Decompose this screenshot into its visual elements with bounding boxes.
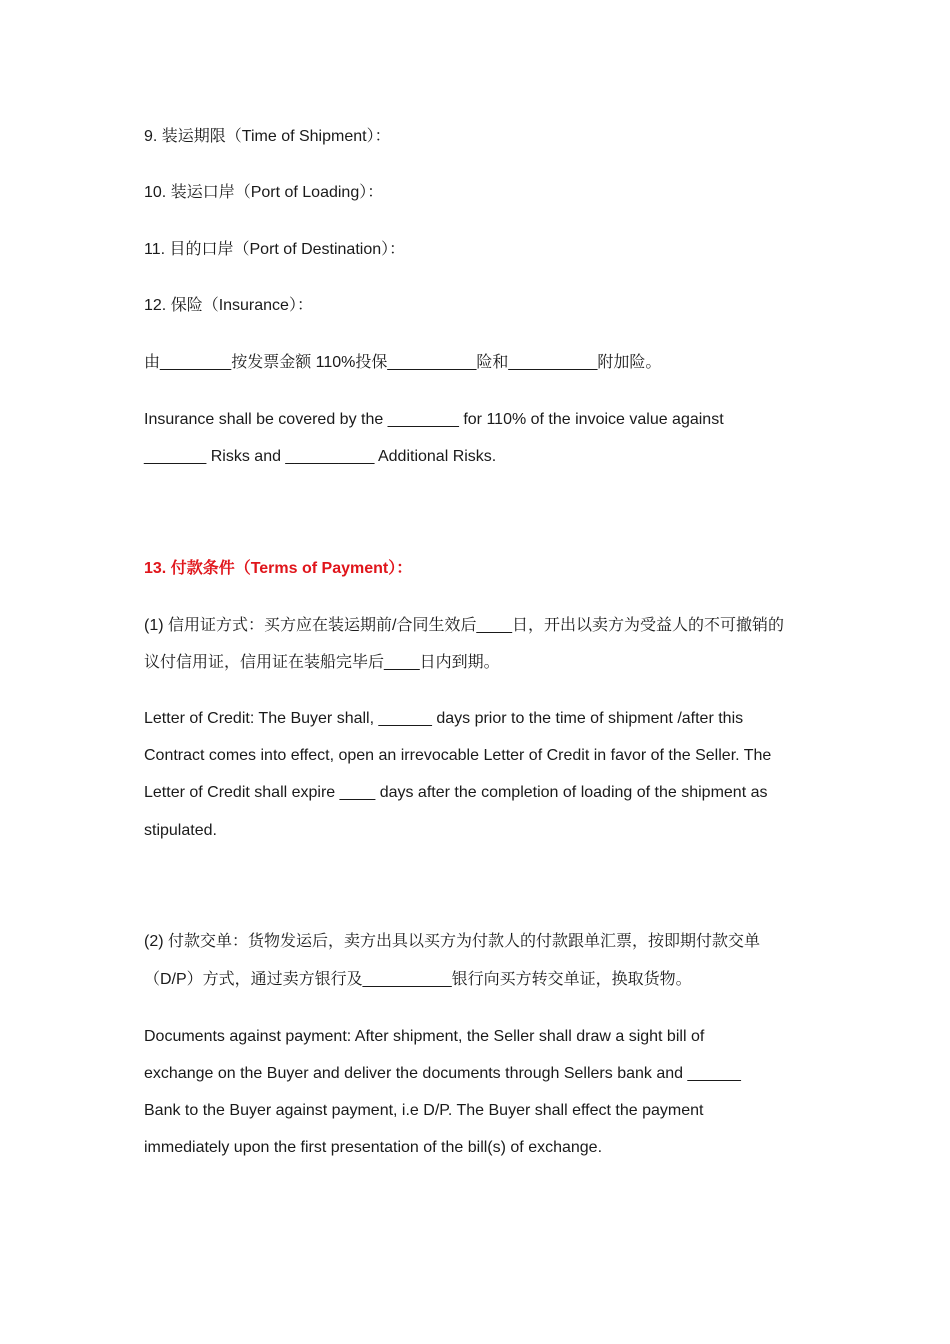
item-12-insurance: 12. 保险（Insurance）： xyxy=(144,297,313,314)
item-11-port-of-destination: 11. 目的口岸（Port of Destination）： xyxy=(144,241,406,258)
insurance-en-line-2: _______ Risks and __________ Additional Risks. xyxy=(144,448,497,465)
dp-en-line-2: exchange on the Buyer and deliver the documents through Sellers bank and ______ xyxy=(144,1065,741,1082)
insurance-zh-clause: 由________按发票金额 110%投保__________险和__________附加险。 xyxy=(144,354,662,371)
lc-zh-line-1: (1) 信用证方式：买方应在装运期前/合同生效后____日，开出以卖方为受益人的不可撤销的 xyxy=(144,617,785,634)
lc-en-line-1: Letter of Credit: The Buyer shall, ______ days prior to the time of shipment /after this xyxy=(144,710,744,727)
payment-terms-heading: 13. 付款条件（Terms of Payment）： xyxy=(144,560,413,577)
dp-en-line-3: Bank to the Buyer against payment, i.e D/P. The Buyer shall effect the payment xyxy=(144,1102,704,1119)
dp-en-line-1: Documents against payment: After shipment, the Seller shall draw a sight bill of xyxy=(144,1028,705,1045)
lc-en-line-3: Letter of Credit shall expire ____ days after the completion of loading of the shipment as xyxy=(144,784,768,801)
insurance-en-line-1: Insurance shall be covered by the ________ for 110% of the invoice value against xyxy=(144,411,724,428)
dp-zh-line-2: （D/P）方式，通过卖方银行及__________银行向买方转交单证，换取货物。 xyxy=(144,971,692,988)
lc-en-line-2: Contract comes into effect, open an irrevocable Letter of Credit in favor of the Seller. The xyxy=(144,747,772,764)
item-9-time-of-shipment: 9. 装运期限（Time of Shipment）： xyxy=(144,128,391,145)
dp-zh-line-1: (2) 付款交单：货物发运后，卖方出具以买方为付款人的付款跟单汇票，按即期付款交单 xyxy=(144,933,761,950)
lc-zh-line-2: 议付信用证，信用证在装船完毕后____日内到期。 xyxy=(144,654,500,671)
lc-en-line-4: stipulated. xyxy=(144,822,217,839)
dp-en-line-4: immediately upon the first presentation of the bill(s) of exchange. xyxy=(144,1139,603,1156)
item-10-port-of-loading: 10. 装运口岸（Port of Loading）： xyxy=(144,184,384,201)
